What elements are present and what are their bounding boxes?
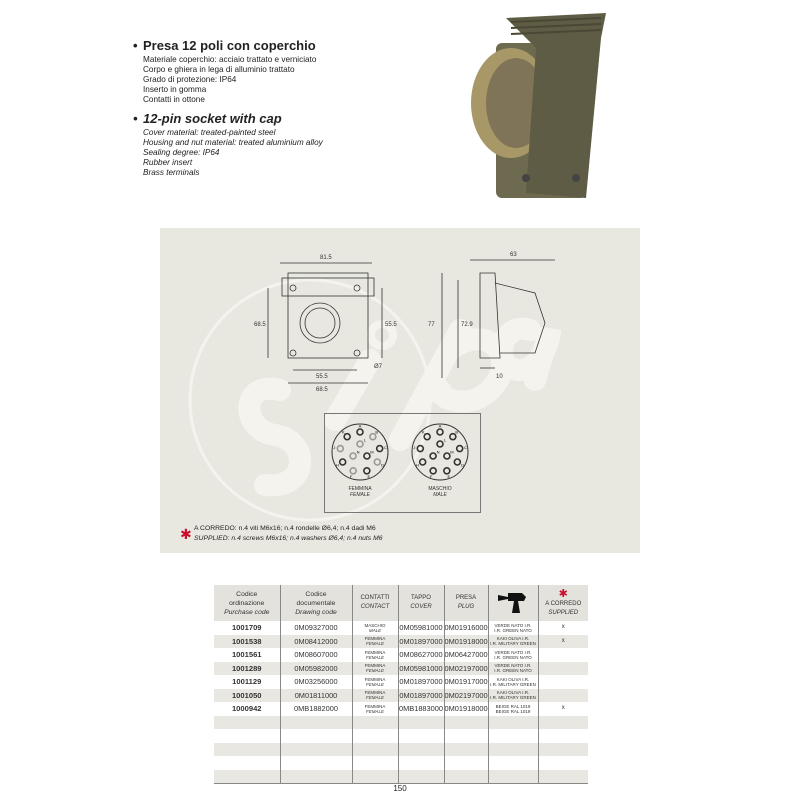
table-row — [214, 675, 588, 689]
cell-line: FEMMINA — [364, 690, 386, 696]
empty-cell — [488, 729, 538, 743]
empty-cell — [488, 743, 538, 757]
cell-line: BEIGE RAL 1019 — [495, 708, 531, 714]
header-line: TAPPO — [411, 595, 431, 601]
cell-line: VERDE NATO I.R. — [494, 663, 532, 669]
cell-line: I.R. MILITARY GREEN — [490, 641, 536, 647]
cell-line: I.R. GREEN NATO — [494, 654, 532, 660]
dim-depth: 63 — [510, 252, 517, 258]
supplied-mark — [538, 662, 588, 676]
empty-cell — [538, 716, 588, 730]
supplied-mark: x — [538, 635, 588, 649]
cell-2 — [352, 648, 398, 662]
empty-cell — [398, 770, 444, 784]
header-line: Drawing code — [295, 608, 337, 616]
pin-label: K — [421, 429, 425, 435]
header-line: SUPPLIED — [548, 609, 579, 616]
pin-M — [444, 453, 450, 459]
cell-line: FEMALE — [365, 695, 384, 701]
pin-E — [444, 468, 450, 474]
pin-label: M — [370, 449, 374, 455]
header-line: PLUG — [457, 604, 475, 610]
empty-cell — [444, 770, 488, 784]
plug-code: 0M01917000 — [444, 675, 488, 689]
cover-code: 0MB1883000 — [398, 702, 444, 716]
page-number: 150 — [393, 784, 407, 793]
empty-cell — [214, 743, 280, 757]
plug-code: 0M02197000 — [444, 662, 488, 676]
drawing-code: 0M01811000 — [280, 689, 352, 703]
pin-J — [417, 446, 423, 452]
header-line: CONTATTI — [360, 595, 390, 601]
cell-5 — [488, 635, 538, 649]
supplied-mark: x — [538, 702, 588, 716]
spec-line: Housing and nut material: treated aluminium alloy — [143, 138, 323, 147]
pin-label: C — [384, 444, 388, 450]
spec-line: Contatti in ottone — [143, 95, 205, 104]
cell-line: FEMMINA — [364, 649, 386, 655]
empty-cell — [280, 716, 352, 730]
purchase-code: 1001289 — [214, 662, 280, 676]
cell-5 — [488, 621, 538, 635]
spec-line: Corpo e ghiera in lega di alluminio trattato — [143, 65, 295, 74]
empty-cell — [280, 729, 352, 743]
empty-cell — [214, 756, 280, 770]
pin-label: K — [341, 429, 345, 435]
empty-cell — [398, 743, 444, 757]
empty-cell — [352, 743, 398, 757]
pin-label: N — [356, 449, 360, 455]
dim-flange: 10 — [496, 374, 503, 380]
plug-code: 0M01916000 — [444, 621, 488, 635]
cell-2 — [352, 689, 398, 703]
pin-C — [377, 446, 383, 452]
pin-L — [437, 441, 443, 447]
empty-cell — [398, 716, 444, 730]
purchase-code: 1001129 — [232, 677, 262, 687]
pin-label: F — [429, 473, 433, 479]
table-row — [214, 689, 588, 703]
purchase-code: 1001561 — [231, 650, 262, 660]
column-header-4 — [444, 585, 488, 621]
empty-cell — [444, 743, 488, 757]
pin-label: E — [447, 473, 451, 479]
cell-line: FEMALE — [365, 681, 384, 687]
female-label: FEMMINA FEMALE — [348, 486, 372, 498]
empty-cell — [444, 729, 488, 743]
empty-cell — [488, 756, 538, 770]
spec-line: Sealing degree: IP64 — [143, 148, 220, 157]
plug-code: 0M01918000 — [444, 702, 488, 716]
empty-cell — [444, 756, 488, 770]
cell-5 — [488, 662, 538, 676]
note-it: A CORREDO: n.4 viti M6x16; n.4 rondelle Ø6,4; n.4 dadi M6 — [194, 525, 376, 532]
spec-line: Materiale coperchio: acciaio trattato e verniciato — [143, 55, 317, 64]
pin-F — [350, 468, 356, 474]
pin-label: B — [455, 429, 459, 435]
column-header-5 — [488, 585, 538, 621]
cell-line: I.R. GREEN NATO — [494, 668, 532, 674]
dim-height-holes: 55.5 — [385, 322, 397, 328]
cell-5 — [488, 689, 538, 703]
cell-line: VERDE NATO I.R. — [494, 622, 532, 628]
cell-5 — [488, 648, 538, 662]
pin-label: H — [416, 462, 419, 468]
header-line: documentale — [296, 599, 336, 607]
note-en: SUPPLIED: n.4 screws M6x16; n.4 washers Ø6,4; n.4 nuts M6 — [194, 534, 383, 542]
table-row — [214, 702, 588, 716]
empty-cell — [214, 716, 280, 730]
pin-label: B — [375, 429, 379, 435]
pin-label: C — [464, 444, 468, 450]
cell-line: I.R. MILITARY GREEN — [490, 695, 536, 701]
pin-label: A — [438, 423, 442, 429]
column-header-2 — [352, 585, 398, 621]
empty-table-row — [214, 770, 588, 784]
title-text: 12-pin socket with cap — [143, 111, 282, 126]
drawing-code: 0M08607000 — [280, 648, 352, 662]
english-specs — [143, 128, 326, 178]
cover-code: 0M01897000 — [398, 635, 444, 649]
pin-label: L — [363, 437, 367, 443]
italian-specs — [143, 55, 326, 105]
cover-code: 0M01897000 — [398, 689, 444, 703]
dim-width-base: 68.5 — [316, 387, 328, 393]
cell-2 — [352, 662, 398, 676]
pin-K — [344, 434, 350, 440]
cell-2 — [352, 635, 398, 649]
header-line: PRESA — [455, 595, 477, 601]
dim-side-height-inner: 72.9 — [461, 322, 473, 328]
pin-M — [364, 453, 370, 459]
cover-code: 0M05981000 — [398, 662, 444, 676]
pin-D — [374, 459, 380, 465]
spray-gun-icon — [496, 589, 530, 613]
empty-cell — [214, 729, 280, 743]
purchase-code: 1000942 — [231, 704, 262, 714]
cell-line: FEMALE — [365, 668, 384, 674]
plug-code: 0M06427000 — [444, 648, 488, 662]
english-title: • 12-pin socket with cap — [133, 111, 282, 126]
pin-layout-box — [324, 413, 481, 513]
plug-code: 0M01918000 — [444, 635, 488, 649]
purchase-code: 1001050 — [214, 689, 280, 703]
cell-line: MALE — [368, 627, 382, 633]
drawing-code: 0M05982000 — [280, 662, 352, 676]
cell-line: FEMMINA — [364, 703, 386, 709]
pin-C — [457, 446, 463, 452]
empty-cell — [538, 770, 588, 784]
supplied-asterisk-icon: ✱ — [558, 587, 568, 600]
supplied-mark: x — [538, 621, 588, 635]
dim-hole-diameter: Ø7 — [374, 364, 383, 370]
table-row — [214, 635, 588, 649]
column-header-3 — [398, 585, 444, 621]
cell-line: FEMALE — [365, 654, 384, 660]
spec-line: Brass terminals — [143, 168, 200, 177]
empty-cell — [280, 743, 352, 757]
cell-5 — [488, 675, 538, 689]
cover-code: 0M05981000 — [398, 621, 444, 635]
supplied-mark — [538, 689, 588, 703]
cell-2 — [352, 675, 398, 689]
dim-width-holes: 55.5 — [316, 374, 328, 380]
empty-cell — [398, 756, 444, 770]
header-line: Codice — [305, 590, 327, 598]
title-text: Presa 12 poli con coperchio — [143, 38, 316, 53]
empty-cell — [398, 729, 444, 743]
product-photo — [466, 8, 616, 203]
pin-label: F — [349, 473, 353, 479]
pin-label: N — [436, 449, 440, 455]
cover-code: 0M08627000 — [398, 648, 444, 662]
empty-cell — [214, 770, 280, 784]
purchase-code: 1001709 — [231, 623, 262, 633]
empty-cell — [280, 756, 352, 770]
cell-5 — [488, 702, 538, 716]
italian-title: • Presa 12 poli con coperchio — [133, 38, 316, 53]
pin-E — [364, 468, 370, 474]
supplied-asterisk-icon: ✱ — [180, 526, 192, 542]
empty-cell — [352, 729, 398, 743]
pin-J — [337, 446, 343, 452]
header-line: CONTACT — [360, 604, 390, 610]
drawing-code: 0M08412000 — [280, 635, 352, 649]
pin-N — [430, 453, 436, 459]
table-row — [214, 621, 588, 635]
empty-cell — [538, 756, 588, 770]
spec-line: Rubber insert — [143, 158, 193, 167]
cell-line: VERDE NATO I.R. — [494, 649, 532, 655]
table-row — [214, 648, 588, 662]
male-label: MASCHIO MALE — [428, 486, 452, 498]
cell-2 — [352, 621, 398, 635]
purchase-code: 1001538 — [214, 635, 280, 649]
technical-drawing-panel — [160, 228, 640, 553]
cell-line: MASCHIO — [364, 622, 386, 628]
supplied-note — [194, 524, 383, 543]
drawing-code: 0MB1882000 — [280, 702, 352, 716]
header-line: COVER — [410, 604, 432, 610]
cell-line: FEMMINA — [364, 636, 386, 642]
product-description — [133, 38, 326, 178]
empty-cell — [538, 743, 588, 757]
column-header-0 — [214, 585, 280, 621]
empty-cell — [280, 770, 352, 784]
pin-label: H — [336, 462, 339, 468]
empty-cell — [352, 716, 398, 730]
dim-height-total: 68.5 — [254, 322, 266, 328]
cell-line: FEMMINA — [364, 676, 386, 682]
empty-cell — [488, 770, 538, 784]
pin-layout-diagrams — [325, 414, 482, 514]
pin-F — [430, 468, 436, 474]
order-codes-table — [214, 585, 588, 784]
pin-L — [357, 441, 363, 447]
spec-line: Inserto in gomma — [143, 85, 207, 94]
pin-A — [437, 429, 443, 435]
pin-K — [424, 434, 430, 440]
spec-line: Grado di protezione: IP64 — [143, 75, 237, 84]
empty-cell — [488, 716, 538, 730]
empty-cell — [444, 716, 488, 730]
pin-label: D — [461, 462, 464, 468]
plug-code: 0M02197000 — [444, 689, 488, 703]
empty-cell — [538, 729, 588, 743]
cell-2 — [352, 702, 398, 716]
empty-cell — [352, 770, 398, 784]
pin-H — [420, 459, 426, 465]
cell-line: KAKI OLIVA I.R. — [496, 690, 530, 696]
cell-line: FEMALE — [365, 641, 384, 647]
empty-table-row — [214, 756, 588, 770]
table-row — [214, 662, 588, 676]
column-header-1 — [280, 585, 352, 621]
drawing-code: 0M09327000 — [280, 621, 352, 635]
pin-label: J — [413, 444, 416, 450]
pin-label: D — [381, 462, 384, 468]
cell-line: I.R. MILITARY GREEN — [490, 681, 536, 687]
drawing-code: 0M03256000 — [280, 675, 352, 689]
header-line: A CORREDO — [545, 600, 582, 607]
cover-code: 0M01897000 — [398, 675, 444, 689]
header-line: Codice — [236, 590, 258, 598]
pin-label: L — [443, 437, 447, 443]
spec-line: Cover material: treated-painted steel — [143, 128, 276, 137]
pin-N — [350, 453, 356, 459]
header-line: Purchase code — [224, 608, 270, 616]
dim-side-height: 77 — [428, 322, 435, 328]
pin-D — [454, 459, 460, 465]
cell-line: FEMMINA — [364, 663, 386, 669]
cell-line: KAKI OLIVA I.R. — [496, 676, 530, 682]
column-header-6 — [538, 585, 588, 621]
supplied-mark — [538, 648, 588, 662]
empty-table-row — [214, 729, 588, 743]
supplied-mark — [538, 675, 588, 689]
pin-label: M — [450, 449, 454, 455]
cell-line: KAKI OLIVA I.R. — [496, 636, 530, 642]
dim-width-total: 81.5 — [320, 255, 332, 261]
empty-cell — [352, 756, 398, 770]
empty-table-row — [214, 716, 588, 730]
pin-label: A — [358, 423, 362, 429]
cell-line: BEIGE RAL 1019 — [495, 703, 531, 709]
pin-A — [357, 429, 363, 435]
empty-table-row — [214, 743, 588, 757]
pin-label: J — [333, 444, 336, 450]
cell-line: FEMALE — [365, 708, 384, 714]
pin-label: E — [367, 473, 371, 479]
cell-line: I.R. GREEN NATO — [494, 627, 532, 633]
header-line: ordinazione — [229, 599, 265, 607]
pin-H — [340, 459, 346, 465]
